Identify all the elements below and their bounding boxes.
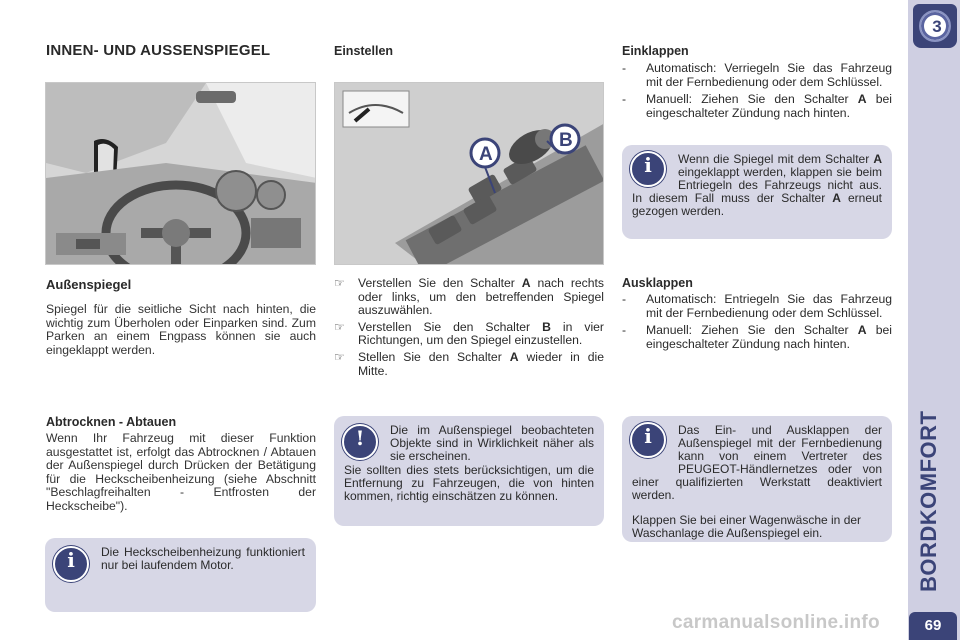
fold-item: - Automatisch: Verriegeln Sie das Fahrzeug mit der Fernbedienung oder dem Schlüssel. [622, 61, 892, 89]
warning-box-distance [334, 416, 604, 526]
exterior-mirror-description: Spiegel für die seitliche Sicht nach hinten, die wichtig zum Überholen oder Einparken sind. Zum Parken an einem Engpass können sie auch eingeklappt werden. [46, 302, 316, 357]
info-box-folded-mirrors [622, 145, 892, 239]
adjust-steps-list [334, 277, 604, 381]
warning-icon: ! [342, 424, 378, 460]
adjust-step: ☞ Verstellen Sie den Schalter A nach rechts oder links, um den betreffenden Spiegel auszuwählen. [334, 276, 605, 318]
adjust-heading: Einstellen [334, 44, 394, 58]
page-title: INNEN- UND AUSSENSPIEGEL [46, 42, 271, 59]
chapter-number-circle [919, 10, 951, 42]
dealer-note: Das Ein- und Ausklappen der Außenspiegel mit der Fernbedienung kann von einem Vertreter des PEUGEOT-Händlernetzes oder von einer qualifizierten Werkstatt deaktiviert werden. [632, 423, 882, 502]
chapter-title: BORDKOMFORT [916, 410, 941, 592]
adjust-step: ☞ Stellen Sie den Schalter A wieder in die Mitte. [334, 349, 604, 378]
unfold-list [622, 293, 892, 355]
adjust-step: ☞ Verstellen Sie den Schalter B in vier Richtungen, um den Spiegel einzustellen. [334, 319, 604, 348]
defrost-heading: Abtrocknen - Abtauen [46, 415, 177, 429]
unfold-item: - Manuell: Ziehen Sie den Schalter A bei eingeschalteter Zündung nach hinten. [622, 323, 892, 351]
page-number: 69 [924, 617, 942, 634]
info-icon: i [630, 151, 666, 187]
info-box-rear-heating [45, 538, 316, 612]
section-heading-exterior-mirror: Außenspiegel [46, 277, 132, 292]
chapter-number: 3 [932, 17, 942, 36]
switch-label-a: A [479, 144, 493, 165]
info-icon: i [630, 422, 666, 458]
rear-heating-note: Die Heckscheibenheizung funktioniert nur bei laufendem Motor. [101, 545, 305, 572]
car-interior-photo [45, 82, 316, 265]
warning-lead-text: Die im Außenspiegel beobachteten Objekte sind in Wirklichkeit näher als sie erscheinen. [390, 423, 594, 463]
fold-heading: Einklappen [622, 44, 689, 58]
unfold-item: - Automatisch: Entriegeln Sie das Fahrzeug mit der Fernbedienung oder dem Schlüssel. [622, 292, 892, 320]
defrost-description: Wenn Ihr Fahrzeug mit dieser Funktion ausgestattet ist, erfolgt das Abtrocknen / Abtauen der Außenspiegel durch Drücken der Betätigung für die Heckscheibenheizung (siehe Abschnitt "Beschlagfreihalten - Entfrosten der Heckscheibe"). [46, 431, 316, 513]
mirror-switch-photo [334, 82, 604, 265]
switch-label-b: B [559, 130, 573, 151]
watermark: carmanualsonline.info [672, 612, 880, 633]
unfold-heading: Ausklappen [622, 276, 693, 290]
info-icon: i [53, 546, 89, 582]
warning-body-text: Sie sollten dies stets berücksichtigen, um die Entfernung zu Fahrzeugen, die von hinten kommen, richtig einschätzen zu können. [344, 463, 594, 503]
car-wash-note: Klappen Sie bei einer Wagenwäsche in der Waschanlage die Außenspiegel ein. [632, 513, 862, 540]
chapter-badge [913, 4, 957, 48]
info-box-dealer [622, 416, 892, 542]
fold-item: - Manuell: Ziehen Sie den Schalter A bei eingeschalteter Zündung nach hinten. [622, 92, 892, 120]
fold-list [622, 62, 892, 124]
folded-mirrors-note: Wenn die Spiegel mit dem Schalter A eingeklappt werden, klappen sie beim Entriegeln des Fahrzeugs nicht aus. In diesem Fall muss der Schalter A erneut gezogen werden. [632, 152, 882, 218]
page-number-tab [909, 612, 957, 640]
